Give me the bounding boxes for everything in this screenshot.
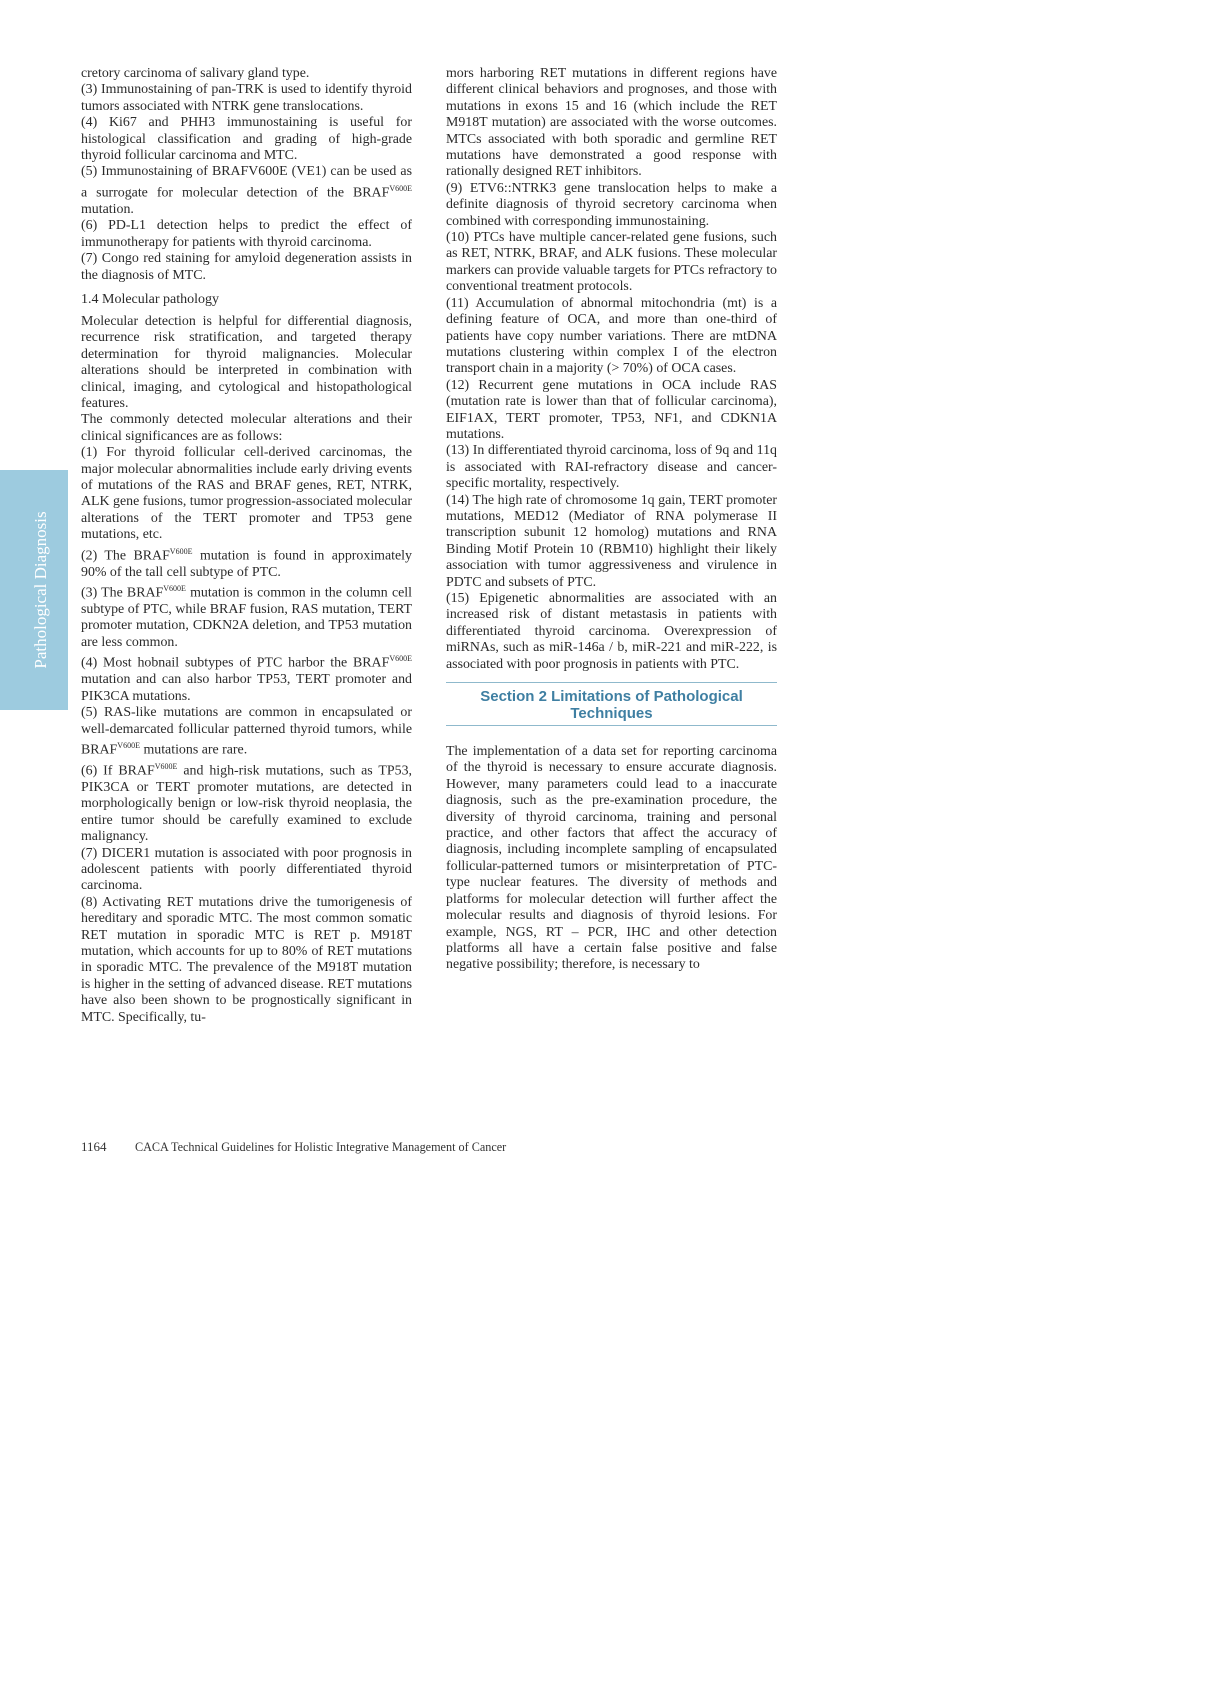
text-run: mutation is found in approximately 90% of the tall cell subtype of PTC.	[81, 548, 412, 580]
paragraph	[81, 164, 412, 218]
list-item	[81, 651, 412, 705]
text-run: (4) Most hobnail subtypes of PTC harbor the BRAF	[81, 655, 390, 671]
right-column	[446, 66, 777, 974]
paragraph: (4) Ki67 and PHH3 immunostaining is useful for histological classification and grading of high-grade thyroid follicular carcinoma and MTC.	[81, 115, 412, 164]
list-item	[81, 544, 412, 581]
paragraph: The commonly detected molecular alterations and their clinical significances are as follows:	[81, 412, 412, 444]
list-item: (9) ETV6::NTRK3 gene translocation helps to make a definite diagnosis of thyroid secretory carcinoma when combined with corresponding immunostaining.	[446, 180, 777, 229]
list-item	[81, 705, 412, 759]
paragraph: (6) PD-L1 detection helps to predict the effect of immunotherapy for patients with thyroid carcinoma.	[81, 218, 412, 250]
paragraph: The implementation of a data set for reporting carcinoma of the thyroid is necessary to ensure accurate diagnosis. However, many parameters could lead to a inaccurate diagnosis, such as the pre-examination procedure, the diversity of thyroid carcinoma, training and personal practice, and other factors that affect the accuracy of diagnosis, including incomplete sampling of encapsulated follicular-patterned tumors or misinterpretation of PTC-type nuclear features. The diversity of methods and platforms for molecular detection will further affect the molecular results and diagnosis of thyroid lesions. For example, NGS, RT – PCR, IHC and other detection platforms all have a certain false positive and false negative possibility; therefore, is necessary to	[446, 744, 777, 973]
superscript: V600E	[389, 654, 412, 664]
list-item: (13) In differentiated thyroid carcinoma, loss of 9q and 11q is associated with RAI-refractory disease and cancer-specific mortality, respectively.	[446, 443, 777, 492]
text-run: (5) Immunostaining of BRAFV600E (VE1) can be used as a surrogate for molecular detection of the BRAF	[81, 164, 412, 201]
section-heading: 1.4 Molecular pathology	[81, 291, 220, 307]
text-run: mutations are rare.	[139, 742, 248, 758]
superscript: V600E	[389, 183, 412, 193]
text-run: mutation is common in the column cell subtype of PTC, while BRAF fusion, RAS mutation, TERT promoter mutation, CDKN2A deletion, and TP53 mutation are less common.	[81, 585, 412, 650]
text-run: (2) The BRAF	[81, 548, 170, 564]
left-column	[81, 66, 412, 1026]
text-run: (3) The BRAF	[81, 585, 164, 601]
list-item: (11) Accumulation of abnormal mitochondria (mt) is a defining feature of OCA, and more than one-third of patients have copy number variations. There are mtDNA mutations clustering within complex I of the electron transport chain in a majority (> 70%) of OCA cases.	[446, 295, 777, 377]
text-run: (6) If BRAF	[81, 763, 155, 779]
text-run: mutation.	[81, 201, 134, 217]
page-footer	[81, 1139, 506, 1155]
list-item: (7) DICER1 mutation is associated with poor prognosis in adolescent patients with poorly differentiated thyroid carcinoma.	[81, 845, 412, 894]
paragraph: mors harboring RET mutations in different regions have different clinical behaviors and prognoses, and those with mutations in exons 15 and 16 (which include the RET M918T mutation) are associated with the worse outcomes. MTCs associated with both sporadic and germline RET mutations have demonstrated a good response with rationally designed RET inhibitors.	[446, 66, 777, 180]
list-item: (14) The high rate of chromosome 1q gain, TERT promoter mutations, MED12 (Mediator of RNA polymerase II transcription subunit 12 homolog) mutations and RNA Binding Motif Protein 10 (RBM10) highlight their likely association with tumor aggressiveness and virulence in PDTC and subsets of PTC.	[446, 492, 777, 590]
superscript: V600E	[163, 584, 186, 594]
superscript: V600E	[154, 761, 178, 771]
page-number: 1164	[81, 1139, 107, 1154]
list-item: (15) Epigenetic abnormalities are associated with an increased risk of distant metastasis in patients with differentiated thyroid carcinoma. Overexpression of miRNAs, such as miR-146a / b, miR-221 and miR-222, is associated with poor prognosis in patients with PTC.	[446, 591, 777, 672]
superscript: V600E	[117, 740, 140, 750]
paragraph: (7) Congo red staining for amyloid degeneration assists in the diagnosis of MTC.	[81, 251, 412, 283]
text-run: and high-risk mutations, such as TP53, PIK3CA or TERT promoter mutations, are detected in morphologically benign or low-risk thyroid neoplasia, the entire tumor should be carefully examined to exclude malignancy.	[81, 763, 413, 845]
list-item: (12) Recurrent gene mutations in OCA include RAS (mutation rate is lower than that of follicular carcinoma), EIF1AX, TERT promoter, TP53, NF1, and CDKN1A mutations.	[446, 377, 777, 442]
text-run: (5) RAS-like mutations are common in encapsulated or well-demarcated follicular patterned thyroid tumors, while BRAF	[81, 705, 412, 758]
paragraph: cretory carcinoma of salivary gland type.	[81, 66, 310, 81]
paragraph: (3) Immunostaining of pan-TRK is used to identify thyroid tumors associated with NTRK gene translocations.	[81, 82, 412, 114]
text-run: mutation and can also harbor TP53, TERT promoter and PIK3CA mutations.	[81, 672, 412, 704]
side-tab-label: Pathological Diagnosis	[31, 511, 50, 669]
list-item	[81, 759, 412, 846]
superscript: V600E	[169, 546, 193, 556]
list-item	[81, 581, 412, 651]
list-item: (1) For thyroid follicular cell-derived carcinomas, the major molecular abnormalities include early driving events of mutations of the RAS and BRAF genes, RET, NTRK, ALK gene fusions, tumor progression-associated molecular alterations of the TERT promoter and TP53 gene mutations, etc.	[81, 445, 412, 543]
list-item: (10) PTCs have multiple cancer-related gene fusions, such as RET, NTRK, BRAF, and ALK fusions. These molecular markers can provide valuable targets for PTCs refractory to conventional treatment protocols.	[446, 230, 777, 295]
section-title: Section 2 Limitations of Pathological Techniques	[446, 682, 777, 726]
running-title: CACA Technical Guidelines for Holistic Integrative Management of Cancer	[135, 1140, 507, 1154]
paragraph: Molecular detection is helpful for differential diagnosis, recurrence risk stratification, and targeted therapy determination for thyroid malignancies. Molecular alterations should be interpreted in combination with clinical, imaging, and cytological and histopathological features.	[81, 313, 412, 411]
list-item: (8) Activating RET mutations drive the tumorigenesis of hereditary and sporadic MTC. The most common somatic RET mutation in sporadic MTC is RET p. M918T mutation, which accounts for up to 80% of RET mutations in sporadic MTC. The prevalence of the M918T mutation is higher in the setting of advanced disease. RET mutations have also been shown to be prognostically significant in MTC. Specifically, tu-	[81, 894, 412, 1025]
